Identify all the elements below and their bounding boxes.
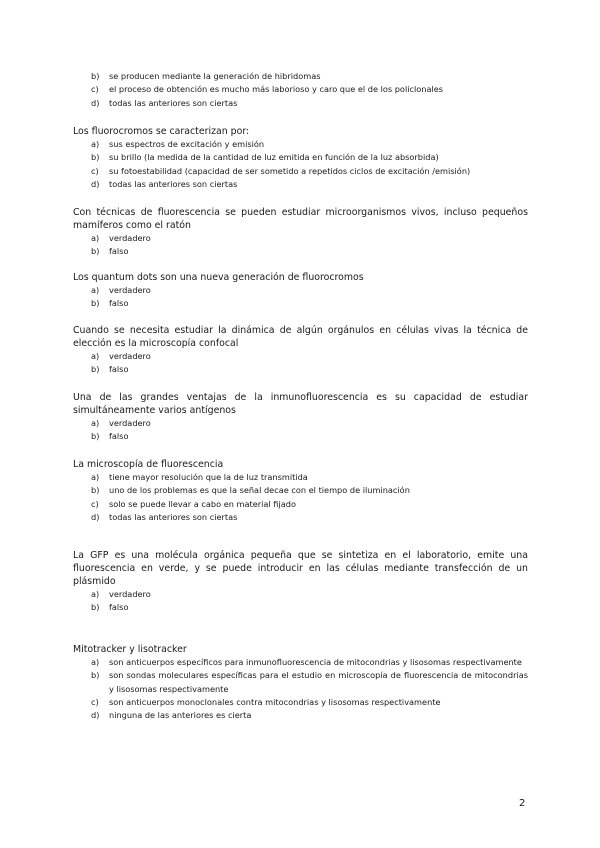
option: [73, 484, 528, 497]
option-list: [73, 350, 528, 377]
option-label: c): [91, 498, 99, 509]
option-text: falso: [109, 602, 129, 613]
option-label: a): [91, 418, 100, 428]
option: [73, 498, 528, 511]
option-list: [73, 232, 528, 259]
option-label: b): [91, 152, 100, 163]
option-text: todas las anteriores son ciertas: [109, 97, 238, 108]
option-label: d): [91, 178, 100, 189]
option: [73, 511, 528, 524]
option-text: solo se puede llevar a cabo en material fijado: [109, 498, 296, 509]
option-label: c): [91, 696, 99, 707]
option-text: son anticuerpos específicos para inmunofluorescencia de mitocondrias y lisosomas respectivamente: [109, 657, 522, 667]
option: [73, 471, 528, 484]
option-label: b): [91, 364, 100, 375]
option-text: se producen mediante la generación de hibridomas: [109, 71, 321, 81]
option-label: a): [91, 589, 100, 599]
question-text: Con técnicas de fluorescencia se pueden estudiar microorganismos vivos, incluso pequeños mamíferos como el ratón: [73, 207, 528, 231]
option-text: verdadero: [109, 285, 151, 295]
question-text: Mitotracker y lisotracker: [73, 644, 187, 655]
option-list: [73, 471, 528, 524]
option: [73, 709, 528, 722]
option-text: falso: [109, 298, 129, 309]
option: [73, 232, 528, 245]
option: [73, 430, 528, 443]
option-label: b): [91, 602, 100, 613]
option-text: son anticuerpos monoclonales contra mitocondrias y lisosomas respectivamente: [109, 696, 441, 707]
option-text: verdadero: [109, 351, 151, 361]
option-label: a): [91, 472, 100, 482]
option-label: a): [91, 233, 100, 243]
option: [73, 601, 528, 614]
option-label: b): [91, 246, 100, 257]
question-text: La microscopía de fluorescencia: [73, 459, 224, 470]
option-text: verdadero: [109, 233, 151, 243]
option-text: ninguna de las anteriores es cierta: [109, 710, 252, 721]
previous-question-options: [73, 70, 528, 110]
option-text: sus espectros de excitación y emisión: [109, 139, 265, 149]
option: [73, 417, 528, 430]
option: [73, 656, 528, 669]
option: [73, 669, 528, 696]
option: [73, 165, 528, 178]
question-block: [73, 391, 528, 444]
option-label: a): [91, 657, 100, 667]
option: [73, 284, 528, 297]
option: [73, 363, 528, 376]
question-block: [73, 458, 528, 524]
question-text: Los fluorocromos se caracterizan por:: [73, 126, 250, 137]
question-block: [73, 643, 528, 722]
option-text: su fotoestabilidad (capacidad de ser sometido a repetidos ciclos de excitación /emisión): [109, 165, 471, 176]
question-block: [73, 271, 528, 311]
option-label: b): [91, 431, 100, 442]
option: [73, 138, 528, 151]
option: [73, 696, 528, 709]
option-label: d): [91, 710, 100, 721]
option-text: su brillo (la medida de la cantidad de luz emitida en función de la luz absorbida): [109, 152, 439, 163]
option-label: a): [91, 139, 100, 149]
option-text: el proceso de obtención es mucho más laborioso y caro que el de los policlonales: [109, 84, 444, 95]
option-text: todas las anteriores son ciertas: [109, 178, 238, 189]
option-list: [73, 656, 528, 722]
option-list: [73, 138, 528, 191]
option: [73, 245, 528, 258]
option-label: a): [91, 285, 100, 295]
option: [73, 97, 528, 110]
option-label: b): [91, 298, 100, 309]
option-label: c): [91, 84, 99, 95]
option-label: b): [91, 71, 100, 81]
option: [73, 588, 528, 601]
option-text: verdadero: [109, 589, 151, 599]
question-text: Cuando se necesita estudiar la dinámica de algún orgánulos en células vivas la técnica de elección es la microscopía confocal: [73, 325, 528, 349]
question-text: Los quantum dots son una nueva generación de fluorocromos: [73, 272, 364, 283]
option-text: falso: [109, 431, 129, 442]
option-list: [73, 70, 528, 110]
option-text: son sondas moleculares específicas para el estudio en microscopía de fluorescencia de mitocondrias y lisosomas respectivamente: [109, 670, 528, 694]
option-text: verdadero: [109, 418, 151, 428]
option: [73, 178, 528, 191]
option-text: falso: [109, 364, 129, 375]
option-text: tiene mayor resolución que la de luz transmitida: [109, 472, 308, 482]
option-label: d): [91, 97, 100, 108]
option: [73, 70, 528, 83]
option-list: [73, 588, 528, 615]
page-number: 2: [519, 798, 526, 809]
option-label: d): [91, 511, 100, 522]
option: [73, 297, 528, 310]
option: [73, 350, 528, 363]
question-text: Una de las grandes ventajas de la inmunofluorescencia es su capacidad de estudiar simultáneamente varios antígenos: [73, 392, 528, 416]
option-list: [73, 417, 528, 444]
option-list: [73, 284, 528, 311]
option: [73, 151, 528, 164]
question-block: [73, 324, 528, 377]
question-block: [73, 206, 528, 259]
option-label: c): [91, 165, 99, 176]
option: [73, 83, 528, 96]
option-text: uno de los problemas es que la señal decae con el tiempo de iluminación: [109, 485, 410, 496]
question-text: La GFP es una molécula orgánica pequeña que se sintetiza en el laboratorio, emite una fluorescencia en verde, y se puede introducir en las células mediante transfección de un plásmido: [73, 550, 528, 587]
option-label: a): [91, 351, 100, 361]
option-text: falso: [109, 246, 129, 257]
option-label: b): [91, 670, 100, 681]
question-block: [73, 549, 528, 615]
question-block: [73, 125, 528, 191]
option-text: todas las anteriores son ciertas: [109, 511, 238, 522]
option-label: b): [91, 485, 100, 496]
